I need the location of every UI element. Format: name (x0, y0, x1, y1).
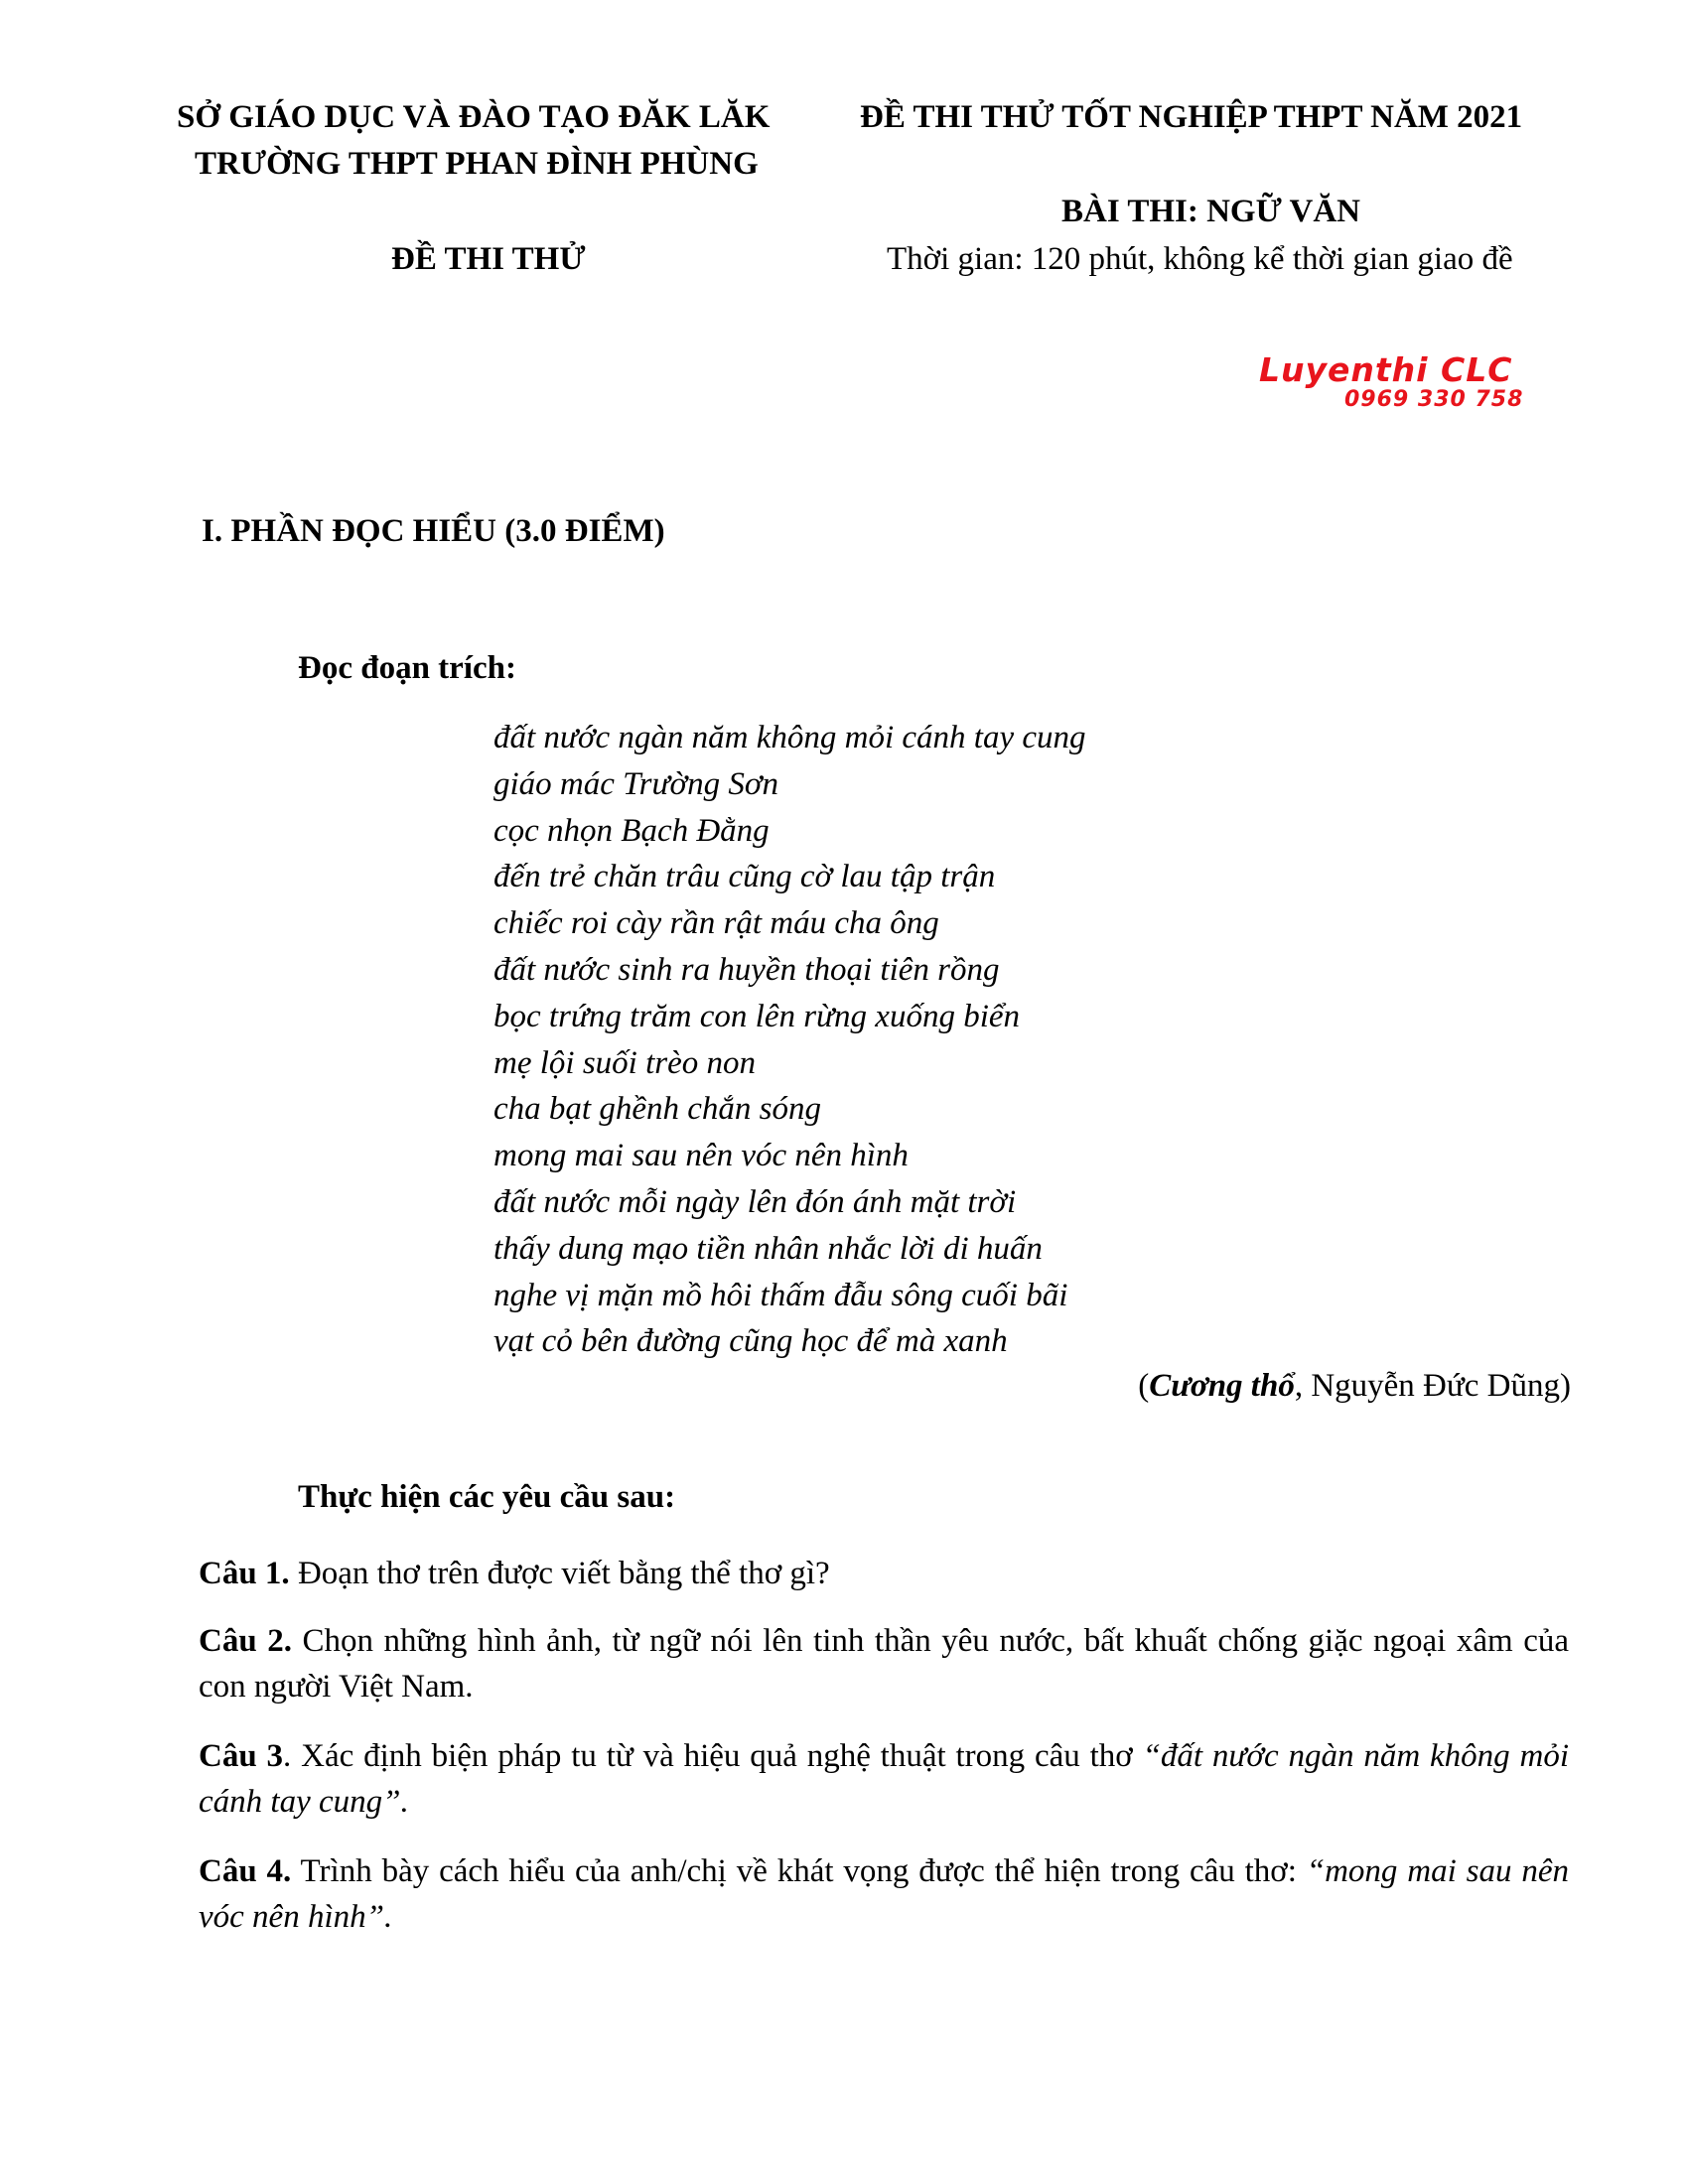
poem-line: vạt cỏ bên đường cũng học để mà xanh (493, 1323, 1008, 1360)
poem-line: đến trẻ chăn trâu cũng cờ lau tập trận (493, 859, 996, 895)
poem-source (1138, 1368, 1571, 1405)
subject-title: BÀI THI: NGỮ VĂN (1061, 194, 1361, 229)
poem-line: bọc trứng trăm con lên rừng xuống biển (493, 998, 1021, 1034)
question-3-text: . Xác định biện pháp tu từ và hiệu quả nghệ thuật trong câu thơ (283, 1738, 1143, 1774)
question-4-number: Câu 4. (199, 1853, 292, 1889)
poem (493, 715, 1086, 1365)
question-4-quote: “mong mai sau nên vóc nên hình”. (199, 1853, 1569, 1935)
source-title: Cương thổ (1149, 1368, 1295, 1404)
question-4 (199, 1848, 1569, 1940)
read-label: Đọc đoạn trích: (298, 650, 516, 686)
brand-logo-phone: 0969 330 758 (1344, 387, 1524, 412)
poem-line: cọc nhọn Bạch Đằng (493, 812, 770, 849)
poem-line: chiếc roi cày rần rật máu cha ông (493, 905, 939, 942)
poem-line: đất nước sinh ra huyền thoại tiên rồng (493, 951, 1000, 988)
section-title: I. PHẦN ĐỌC HIỂU (3.0 ĐIỂM) (202, 513, 665, 549)
tasks-label: Thực hiện các yêu cầu sau: (298, 1479, 676, 1515)
question-4-text: Trình bày cách hiểu của anh/chị về khát vọng được thể hiện trong câu thơ: (291, 1853, 1307, 1889)
question-3 (199, 1733, 1569, 1825)
poem-line: cha bạt ghềnh chắn sóng (493, 1091, 821, 1128)
question-3-number: Câu 3 (199, 1738, 284, 1774)
poem-line: đất nước ngàn năm không mỏi cánh tay cung (493, 720, 1086, 755)
question-3-quote: “đất nước ngàn năm không mỏi cánh tay cung”. (199, 1738, 1570, 1820)
org-line-2: TRƯỜNG THPT PHAN ĐÌNH PHÙNG (195, 146, 759, 182)
question-2 (199, 1618, 1569, 1709)
source-open: ( (1138, 1368, 1150, 1404)
exam-type: ĐỀ THI THỬ (391, 241, 586, 277)
poem-line: giáo mác Trường Sơn (493, 765, 778, 802)
question-2-text: Chọn những hình ảnh, từ ngữ nói lên tinh thần yêu nước, bất khuất chống giặc ngoại xâm của con người Việt Nam. (199, 1623, 1569, 1705)
question-2-number: Câu 2. (199, 1623, 292, 1659)
poem-line: mong mai sau nên vóc nên hình (493, 1138, 909, 1174)
source-author: , Nguyễn Đức Dũng) (1294, 1368, 1571, 1404)
brand-logo-name: Luyenthi CLC (1259, 350, 1513, 389)
poem-line: nghe vị mặn mồ hôi thấm đẫu sông cuối bãi (493, 1277, 1068, 1313)
poem-line: mẹ lội suối trèo non (493, 1044, 756, 1081)
question-1 (199, 1551, 1569, 1596)
question-1-text: Đoạn thơ trên được viết bằng thể thơ gì? (289, 1556, 830, 1591)
time-note: Thời gian: 120 phút, không kể thời gian giao đề (887, 241, 1513, 277)
exam-title: ĐỀ THI THỬ TỐT NGHIỆP THPT NĂM 2021 (860, 99, 1523, 135)
org-line-1: SỞ GIÁO DỤC VÀ ĐÀO TẠO ĐĂK LĂK (177, 99, 771, 135)
brand-logo (1259, 350, 1575, 416)
question-1-number: Câu 1. (199, 1556, 290, 1591)
poem-line: đất nước mỗi ngày lên đón ánh mặt trời (493, 1183, 1017, 1220)
poem-line: thấy dung mạo tiền nhân nhắc lời di huấn (493, 1230, 1043, 1267)
